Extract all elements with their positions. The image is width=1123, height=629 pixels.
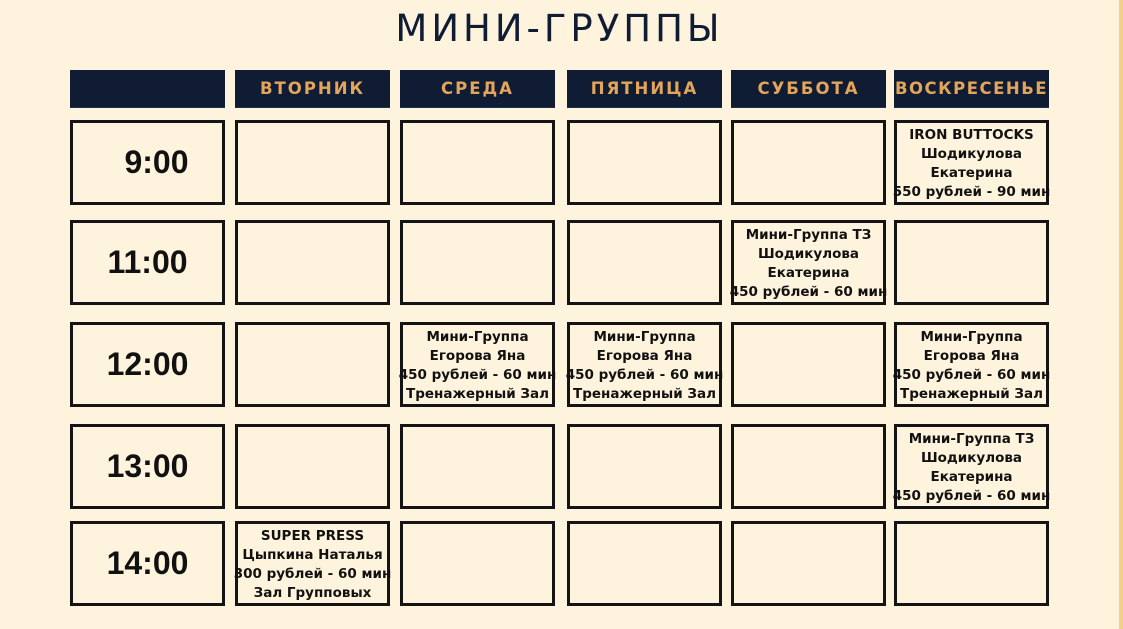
header-corner-cell — [70, 70, 225, 108]
schedule-cell-session — [894, 322, 1049, 407]
header-day-tuesday: ВТОРНИК — [235, 70, 390, 108]
session-name: Мини-Группа — [593, 329, 696, 345]
schedule-cell-empty — [400, 424, 555, 509]
schedule-cell-empty — [731, 120, 886, 205]
session-trainer-last-name: Шодикулова — [920, 450, 1023, 466]
schedule-cell-empty — [400, 521, 555, 606]
session-name: Мини-Группа ТЗ — [908, 431, 1035, 447]
schedule-cell-empty — [567, 120, 722, 205]
time-cell-12-00: 12:00 — [70, 322, 225, 407]
schedule-cell-session — [400, 322, 555, 407]
session-price: 450 рублей - 60 мин — [892, 367, 1051, 383]
session-trainer-first-name: Екатерина — [767, 265, 850, 281]
schedule-cell-empty — [235, 322, 390, 407]
session-trainer: Егорова Яна — [429, 348, 526, 364]
schedule-cell-empty — [567, 220, 722, 305]
session-trainer: Цыпкина Наталья — [242, 547, 383, 563]
session-price: 450 рублей - 60 мин — [565, 367, 724, 383]
page-title: МИНИ-ГРУППЫ — [395, 7, 724, 50]
schedule-cell-empty — [235, 424, 390, 509]
schedule-cell-session — [894, 120, 1049, 205]
header-day-saturday: СУББОТА — [731, 70, 886, 108]
session-price: 450 рублей - 60 мин — [398, 367, 557, 383]
session-price: 300 рублей - 60 мин — [233, 566, 392, 582]
session-room: Тренажерный Зал — [572, 386, 716, 402]
header-day-wednesday: СРЕДА — [400, 70, 555, 108]
header-day-friday: ПЯТНИЦА — [567, 70, 722, 108]
schedule-cell-empty — [567, 521, 722, 606]
session-price: 550 рублей - 90 мин — [892, 184, 1051, 200]
schedule-cell-empty — [731, 424, 886, 509]
session-trainer-last-name: Шодикулова — [920, 146, 1023, 162]
header-day-sunday: ВОСКРЕСЕНЬЕ — [894, 70, 1049, 108]
time-cell-9-00: 9:00 — [70, 120, 225, 205]
schedule-cell-empty — [731, 322, 886, 407]
schedule-cell-empty — [235, 120, 390, 205]
session-name: Мини-Группа — [920, 329, 1023, 345]
schedule-cell-empty — [731, 521, 886, 606]
time-cell-13-00: 13:00 — [70, 424, 225, 509]
session-name: Мини-Группа ТЗ — [745, 227, 872, 243]
schedule-cell-empty — [567, 424, 722, 509]
session-name: IRON BUTTOCKS — [909, 127, 1034, 143]
session-room: Тренажерный Зал — [899, 386, 1043, 402]
session-name: SUPER PRESS — [260, 528, 365, 544]
session-room: Зал Групповых — [253, 585, 372, 601]
session-trainer: Егорова Яна — [923, 348, 1020, 364]
schedule-cell-empty — [400, 120, 555, 205]
session-room: Тренажерный Зал — [405, 386, 549, 402]
session-price: 450 рублей - 60 мин — [729, 284, 888, 300]
time-cell-11-00: 11:00 — [70, 220, 225, 305]
schedule-cell-empty — [894, 220, 1049, 305]
session-trainer-first-name: Екатерина — [930, 469, 1013, 485]
session-price: 450 рублей - 60 мин — [892, 488, 1051, 504]
schedule-cell-empty — [235, 220, 390, 305]
schedule-cell-session — [894, 424, 1049, 509]
session-trainer-last-name: Шодикулова — [757, 246, 860, 262]
schedule-cell-empty — [894, 521, 1049, 606]
schedule-cell-empty — [400, 220, 555, 305]
schedule-cell-session — [567, 322, 722, 407]
session-name: Мини-Группа — [426, 329, 529, 345]
schedule-cell-session — [235, 521, 390, 606]
session-trainer-first-name: Екатерина — [930, 165, 1013, 181]
time-cell-14-00: 14:00 — [70, 521, 225, 606]
schedule-cell-session — [731, 220, 886, 305]
session-trainer: Егорова Яна — [596, 348, 693, 364]
